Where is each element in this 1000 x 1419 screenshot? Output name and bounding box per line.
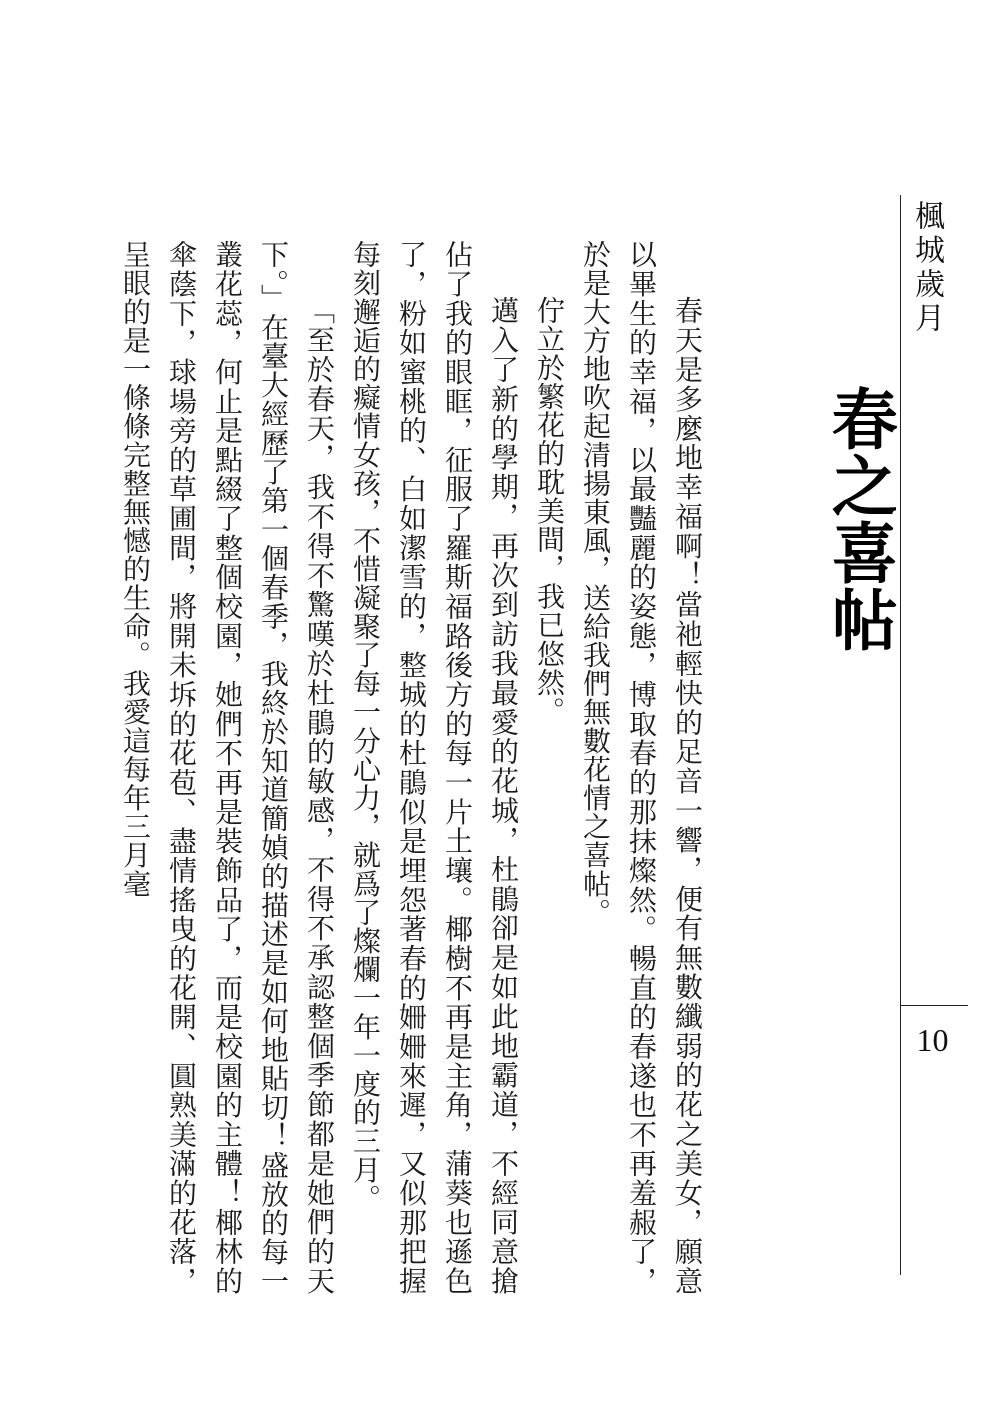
running-header-book-title: 楓城歲月 xyxy=(909,200,944,336)
paragraph-4: 「至於春天，我不得不驚嘆於杜鵑的敏感，不得不承認整個季節都是她們的天下。」在臺大經歷了第一個春季，我終於知道簡媜的描述是如何地貼切！盛放的每一叢花蕊，何止是點綴了整個校園，她們不再是裝飾品了，而是校園的主體！椰林的傘蔭下，球場旁的草圃間，將開未坼的花苞、盡情搖曳的花開、圓熟美滿的花落，呈眼的是一條條完整無憾的生命。我愛這每年三月毫 xyxy=(119,240,336,1295)
margin-rule xyxy=(900,195,901,1275)
page-number-rule xyxy=(900,1005,968,1006)
chapter-title: 春之喜帖 xyxy=(820,385,899,653)
paragraph-1: 春天是多麼地幸福啊！當祂輕快的足音一響，便有無數纖弱的花之美女，願意以畢生的幸福，以最豔麗的姿態，博取春的那抹燦然。暢直的春遂也不再羞赧了，於是大方地吹起清揚東風，送給我們無數花情之喜帖。 xyxy=(579,240,704,1295)
paragraph-3: 邁入了新的學期，再次到訪我最愛的花城，杜鵑卻是如此地霸道，不經同意搶佔了我的眼眶，征服了羅斯福路後方的每一片土壤。椰樹不再是主角，蒲葵也遜色了，粉如蜜桃的、白如潔雪的，整城的杜鵑似是埋怨著春的姍姍來遲，又似那把握每刻邂逅的癡情女孩，不惜凝聚了每一分心力，就爲了燦爛一年一度的三月。 xyxy=(349,240,520,1295)
page-number: 10 xyxy=(916,1022,949,1058)
body-text xyxy=(119,240,710,1295)
paragraph-2: 佇立於繁花的耽美間，我已悠然。 xyxy=(533,296,566,725)
